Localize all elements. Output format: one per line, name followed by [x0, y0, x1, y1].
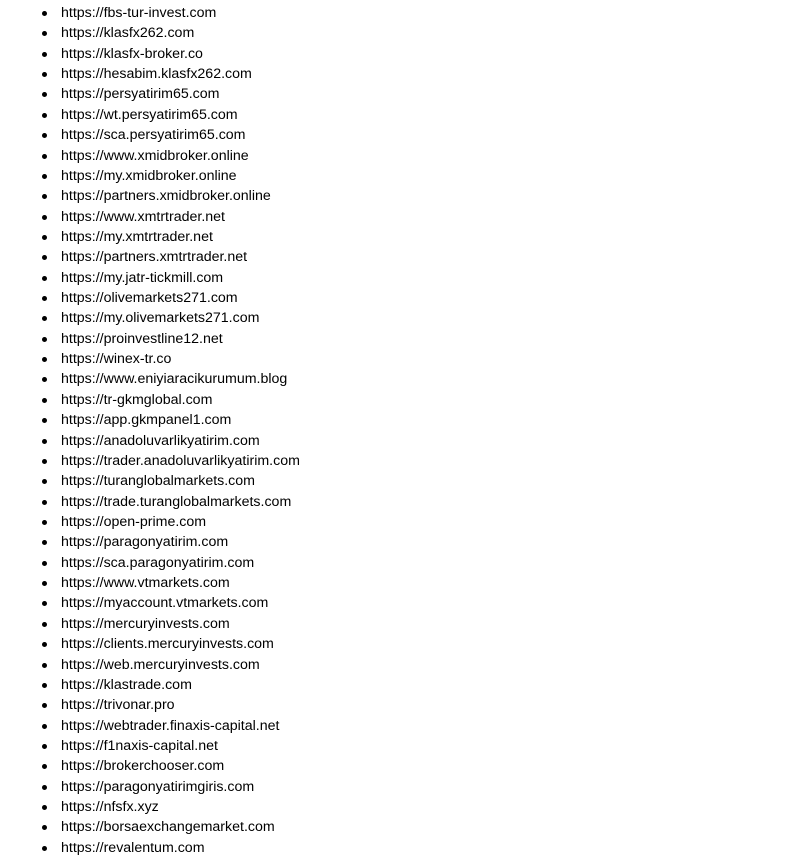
url-text: https://anadoluvarlikyatirim.com	[61, 432, 260, 449]
url-text: https://nfsfx.xyz	[61, 799, 159, 816]
url-text: https://myaccount.vtmarkets.com	[61, 595, 269, 612]
bullet-icon	[42, 601, 47, 606]
bullet-icon	[42, 724, 47, 729]
bullet-icon	[42, 154, 47, 159]
bullet-icon	[42, 703, 47, 708]
url-text: https://my.xmidbroker.online	[61, 167, 237, 184]
url-text: https://partners.xmtrtrader.net	[61, 249, 248, 266]
bullet-icon	[42, 11, 47, 16]
bullet-icon	[42, 785, 47, 790]
bullet-icon	[42, 357, 47, 362]
url-text: https://olivemarkets271.com	[61, 290, 238, 307]
url-text: https://paragonyatirim.com	[61, 534, 229, 551]
bullet-icon	[42, 92, 47, 97]
url-text: https://f1naxis-capital.net	[61, 737, 218, 754]
bullet-icon	[42, 500, 47, 505]
bullet-icon	[42, 683, 47, 688]
url-text: https://proinvestline12.net	[61, 330, 223, 347]
bullet-icon	[42, 255, 47, 260]
url-text: https://partners.xmidbroker.online	[61, 188, 271, 205]
url-text: https://fbs-tur-invest.com	[61, 5, 217, 21]
bullet-icon	[42, 31, 47, 36]
url-text: https://sca.persyatirim65.com	[61, 127, 246, 144]
bullet-icon	[42, 825, 47, 830]
url-text: https://paragonyatirimgiris.com	[61, 778, 255, 795]
bullet-icon	[42, 72, 47, 77]
bullet-icon	[42, 846, 47, 851]
url-text: https://wt.persyatirim65.com	[61, 106, 238, 123]
bullet-icon	[42, 418, 47, 423]
url-text: https://tr-gkmglobal.com	[61, 391, 213, 408]
url-text: https://brokerchooser.com	[61, 758, 225, 775]
url-text: https://klasfx262.com	[61, 25, 195, 42]
bullet-icon	[42, 479, 47, 484]
url-text: https://webtrader.finaxis-capital.net	[61, 717, 280, 734]
bullet-icon	[42, 561, 47, 566]
bullet-icon	[42, 540, 47, 545]
url-text: https://sca.paragonyatirim.com	[61, 554, 255, 571]
url-text: https://app.gkmpanel1.com	[61, 412, 232, 429]
url-text: https://www.xmidbroker.online	[61, 147, 249, 164]
bullet-icon	[42, 398, 47, 403]
bullet-icon	[42, 459, 47, 464]
bullet-icon	[42, 805, 47, 810]
url-text: https://my.olivemarkets271.com	[61, 310, 260, 327]
bullet-icon	[42, 276, 47, 281]
bullet-icon	[42, 581, 47, 586]
url-text: https://hesabim.klasfx262.com	[61, 66, 252, 83]
bullet-icon	[42, 337, 47, 342]
bullet-icon	[42, 439, 47, 444]
url-text: https://klasfx-broker.co	[61, 45, 203, 62]
url-text: https://trade.turanglobalmarkets.com	[61, 493, 292, 510]
url-text: https://borsaexchangemarket.com	[61, 819, 275, 836]
url-text: https://my.jatr-tickmill.com	[61, 269, 224, 286]
bullet-icon	[42, 744, 47, 749]
url-text: https://turanglobalmarkets.com	[61, 473, 255, 490]
bullet-icon	[42, 622, 47, 627]
bullet-icon	[42, 133, 47, 138]
bullet-icon	[42, 642, 47, 647]
bullet-icon	[42, 235, 47, 240]
url-text: https://www.eniyiaracikurumum.blog	[61, 371, 288, 388]
url-text: https://web.mercuryinvests.com	[61, 656, 260, 673]
bullet-icon	[42, 764, 47, 769]
bullet-icon	[42, 520, 47, 525]
url-text: https://persyatirim65.com	[61, 86, 220, 103]
url-text: https://trader.anadoluvarlikyatirim.com	[61, 452, 300, 469]
url-text: https://open-prime.com	[61, 513, 207, 530]
bullet-icon	[42, 174, 47, 179]
bullet-icon	[42, 296, 47, 301]
bullet-icon	[42, 663, 47, 668]
url-text: https://www.vtmarkets.com	[61, 575, 230, 592]
bullet-icon	[42, 52, 47, 57]
url-text: https://clients.mercuryinvests.com	[61, 636, 274, 653]
bullet-icon	[42, 377, 47, 382]
url-text: https://mercuryinvests.com	[61, 615, 230, 632]
url-text: https://winex-tr.co	[61, 351, 172, 368]
url-text: https://klastrade.com	[61, 676, 192, 693]
bullet-icon	[42, 215, 47, 220]
bullet-icon	[42, 316, 47, 321]
url-text: https://revalentum.com	[61, 839, 205, 856]
url-text: https://www.xmtrtrader.net	[61, 208, 226, 225]
url-text: https://trivonar.pro	[61, 697, 175, 714]
bullet-icon	[42, 194, 47, 199]
url-text: https://my.xmtrtrader.net	[61, 228, 213, 245]
bullet-icon	[42, 113, 47, 118]
